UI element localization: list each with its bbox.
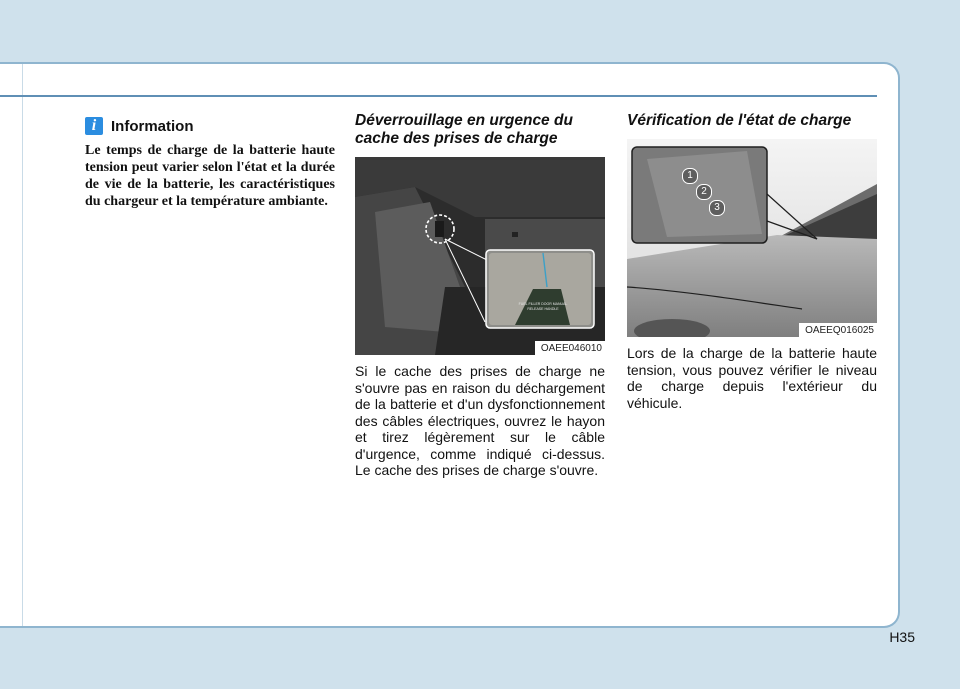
margin-line	[22, 64, 23, 626]
charge-state-figure-code: OAEEQ016025	[799, 323, 877, 337]
trunk-illustration	[355, 157, 605, 355]
emergency-release-column	[355, 112, 605, 479]
info-body: Le temps de charge de la batterie haute tension peut varier selon l'état et la durée de vie de la batterie, les caractéristiques du chargeur et la température ambiante.	[85, 143, 335, 209]
emergency-figure-code: OAEE046010	[535, 341, 605, 355]
trunk-figure	[355, 157, 605, 355]
callout-1: 1	[682, 168, 698, 184]
header-rule	[0, 95, 877, 97]
charge-state-title: Vérification de l'état de charge	[627, 112, 852, 129]
info-icon: i	[85, 117, 103, 135]
info-title: Information	[111, 117, 194, 135]
car-illustration	[627, 139, 877, 337]
charge-state-body: Lors de la charge de la batterie haute tension, vous pouvez vérifier le niveau de charge depuis l'extérieur du véhicule.	[627, 345, 877, 411]
emergency-release-body: Si le cache des prises de charge ne s'ouvre pas en raison du déchargement de la batterie et d'un dysfonctionnement des câbles électriques, ouvrez le hayon et tirez légèrement sur le câble d'urgence, comme indiqué ci-dessus. Le cache des prises de charge s'ouvre.	[355, 363, 605, 478]
emergency-tag-text: FUEL FILLER DOOR MANUAL RELEASE HANDLE	[518, 302, 568, 311]
info-header	[85, 113, 335, 139]
callout-2: 2	[696, 184, 712, 200]
charge-state-column	[627, 112, 877, 411]
info-column	[85, 113, 335, 210]
callout-3: 3	[709, 200, 725, 216]
emergency-release-title: Déverrouillage en urgence du cache des prises de charge	[355, 112, 573, 147]
car-figure	[627, 139, 877, 337]
page-number: H35	[889, 629, 915, 645]
